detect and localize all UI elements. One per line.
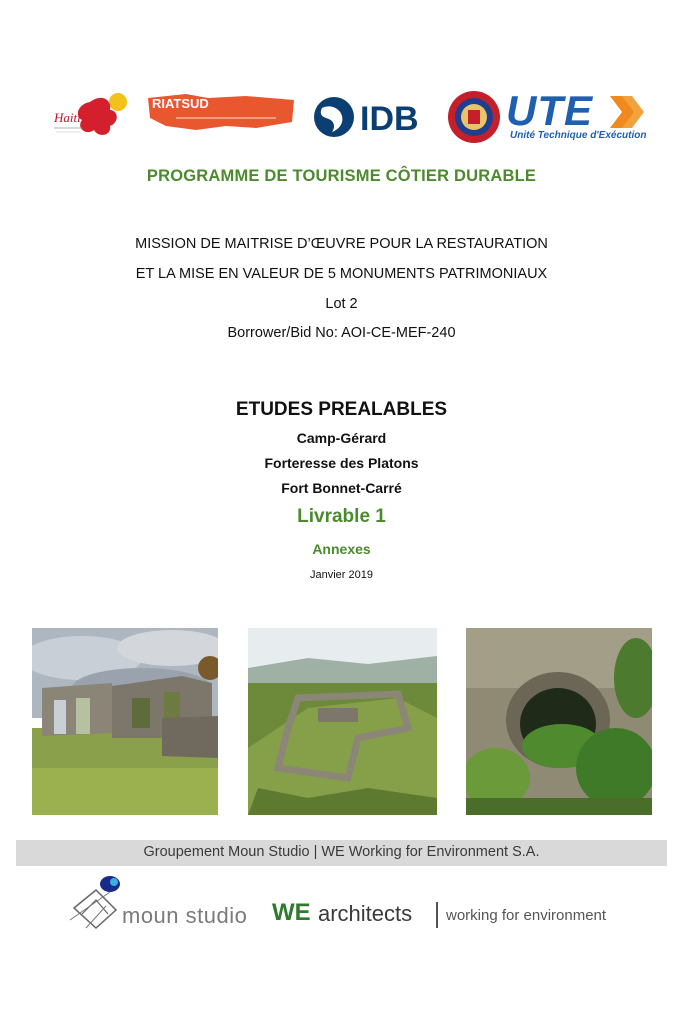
ute-subtitle: Unité Technique d'Exécution	[510, 130, 647, 141]
photo-fort-bonnet-carre-arch	[466, 628, 652, 815]
ute-logo	[506, 87, 648, 142]
etudes-title: ETUDES PREALABLES	[235, 399, 448, 420]
ute-logo-text: UTE	[506, 87, 593, 134]
moun-studio-logo-mark	[66, 870, 126, 934]
site-camp-gerard: Camp-Gérard	[296, 430, 387, 446]
haiti-logo-text: Haiti	[54, 110, 81, 125]
consortium-text: Groupement Moun Studio | WE Working for Environment S.A.	[143, 844, 540, 860]
riatsud-logo-text: RIATSUD	[152, 96, 209, 111]
photo-forteresse-des-platons	[248, 628, 437, 815]
consortium-band	[16, 840, 667, 866]
government-seal-logo	[446, 90, 502, 144]
idb-logo-text: IDB	[360, 100, 419, 138]
photo-camp-gerard-ruins	[32, 628, 218, 815]
we-wordmark: WE	[272, 899, 311, 926]
lot-number: Lot 2	[325, 296, 358, 312]
footer-divider	[436, 902, 438, 928]
architects-wordmark: architects	[318, 901, 413, 926]
working-for-environment-text: working for environment	[446, 907, 607, 924]
idb-logo	[312, 94, 440, 140]
bid-number: Borrower/Bid No: AOI-CE-MEF-240	[227, 325, 456, 341]
document-date: Janvier 2019	[310, 569, 373, 581]
livrable-title: Livrable 1	[297, 506, 386, 527]
mission-line-1: MISSION DE MAITRISE D’ŒUVRE POUR LA RESTAURATION	[135, 236, 548, 252]
site-forteresse-platons: Forteresse des Platons	[264, 455, 419, 471]
moun-studio-wordmark: moun studio	[122, 903, 248, 928]
annexes-label: Annexes	[312, 541, 371, 557]
riatsud-logo	[146, 92, 296, 132]
mission-line-2: ET LA MISE EN VALEUR DE 5 MONUMENTS PATRIMONIAUX	[135, 266, 548, 282]
programme-title: PROGRAMME DE TOURISME CÔTIER DURABLE	[146, 167, 537, 185]
site-fort-bonnet-carre: Fort Bonnet-Carré	[281, 480, 402, 496]
haiti-logo	[52, 92, 132, 140]
